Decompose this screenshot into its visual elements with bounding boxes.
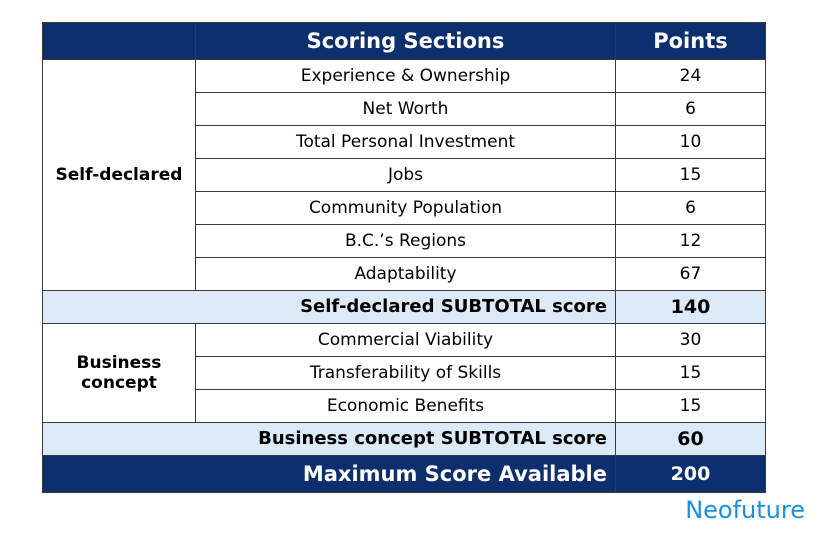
row-label: Experience & Ownership bbox=[196, 60, 616, 93]
row-label: Net Worth bbox=[196, 93, 616, 126]
subtotal-points: 60 bbox=[616, 423, 766, 456]
row-label: Transferability of Skills bbox=[196, 357, 616, 390]
subtotal-row-self-declared bbox=[43, 291, 766, 324]
row-points: 12 bbox=[616, 225, 766, 258]
row-label: Commercial Viability bbox=[196, 324, 616, 357]
total-label: Maximum Score Available bbox=[43, 456, 616, 493]
group-label-self-declared: Self-declared bbox=[43, 60, 196, 291]
row-points: 24 bbox=[616, 60, 766, 93]
subtotal-label: Self-declared SUBTOTAL score bbox=[43, 291, 616, 324]
row-points: 15 bbox=[616, 357, 766, 390]
row-points: 67 bbox=[616, 258, 766, 291]
row-points: 6 bbox=[616, 93, 766, 126]
row-label: Jobs bbox=[196, 159, 616, 192]
neofuture-watermark: Neofuture bbox=[685, 496, 805, 524]
row-label: Total Personal Investment bbox=[196, 126, 616, 159]
group-label-business-concept: Business concept bbox=[43, 324, 196, 423]
subtotal-row-business-concept bbox=[43, 423, 766, 456]
row-points: 30 bbox=[616, 324, 766, 357]
header-points: Points bbox=[616, 23, 766, 60]
header-scoring-sections: Scoring Sections bbox=[196, 23, 616, 60]
scoring-table bbox=[42, 22, 766, 493]
row-points: 15 bbox=[616, 159, 766, 192]
table-header-row bbox=[43, 23, 766, 60]
header-blank-cell bbox=[43, 23, 196, 60]
row-points: 15 bbox=[616, 390, 766, 423]
subtotal-points: 140 bbox=[616, 291, 766, 324]
row-label: Adaptability bbox=[196, 258, 616, 291]
row-label: B.C.’s Regions bbox=[196, 225, 616, 258]
total-row bbox=[43, 456, 766, 493]
row-points: 6 bbox=[616, 192, 766, 225]
subtotal-label: Business concept SUBTOTAL score bbox=[43, 423, 616, 456]
row-label: Economic Benefits bbox=[196, 390, 616, 423]
row-points: 10 bbox=[616, 126, 766, 159]
row-label: Community Population bbox=[196, 192, 616, 225]
table-row bbox=[43, 60, 766, 93]
total-points: 200 bbox=[616, 456, 766, 493]
table-row bbox=[43, 324, 766, 357]
